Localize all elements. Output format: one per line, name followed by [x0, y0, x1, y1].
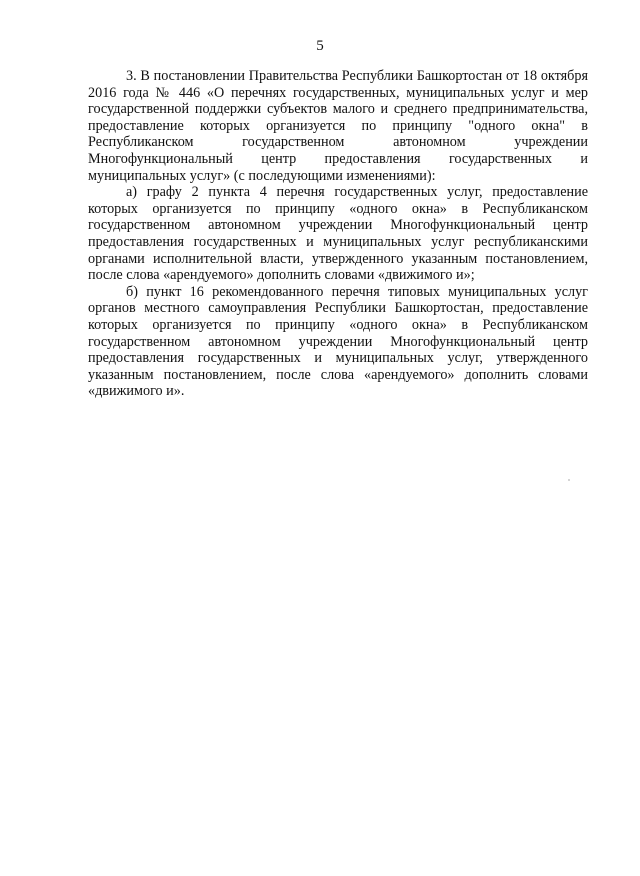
paragraph-item-3: 3. В постановлении Правительства Республики Башкортостан от 18 октября 2016 года № 446 «О перечнях государственных, муниципальных услуг и мер государственной поддержки субъектов малого и среднего предпринимательства, предоставление которых организуется по принципу "одного окна" в Республиканском государственном автономном учреждении Многофункциональный центр предоставления государственных и муниципальных услуг» (с последующими изменениями):: [88, 68, 588, 184]
paragraph-subitem-b: б) пункт 16 рекомендованного перечня типовых муниципальных услуг органов местного самоуправления Республики Башкортостан, предоставление которых организуется по принципу «одного окна» в Республиканском государственном автономном учреждении Многофункциональный центр предоставления государственных и муниципальных услуг, утвержденного указанным постановлением, после слова «арендуемого» дополнить словами «движимого и».: [88, 283, 588, 400]
paragraph-subitem-a: а) графу 2 пункта 4 перечня государственных услуг, предоставление которых организуется по принципу «одного окна» в Республиканском государственном автономном учреждении Многофункциональный центр предоставления государственных и муниципальных услуг республиканскими органами исполнительной власти, утвержденного указанным постановлением, после слова «арендуемого» дополнить словами «движимого и»;: [88, 184, 588, 284]
scan-speck: [568, 479, 570, 481]
page-number: 5: [316, 38, 324, 54]
document-body: [88, 68, 588, 400]
